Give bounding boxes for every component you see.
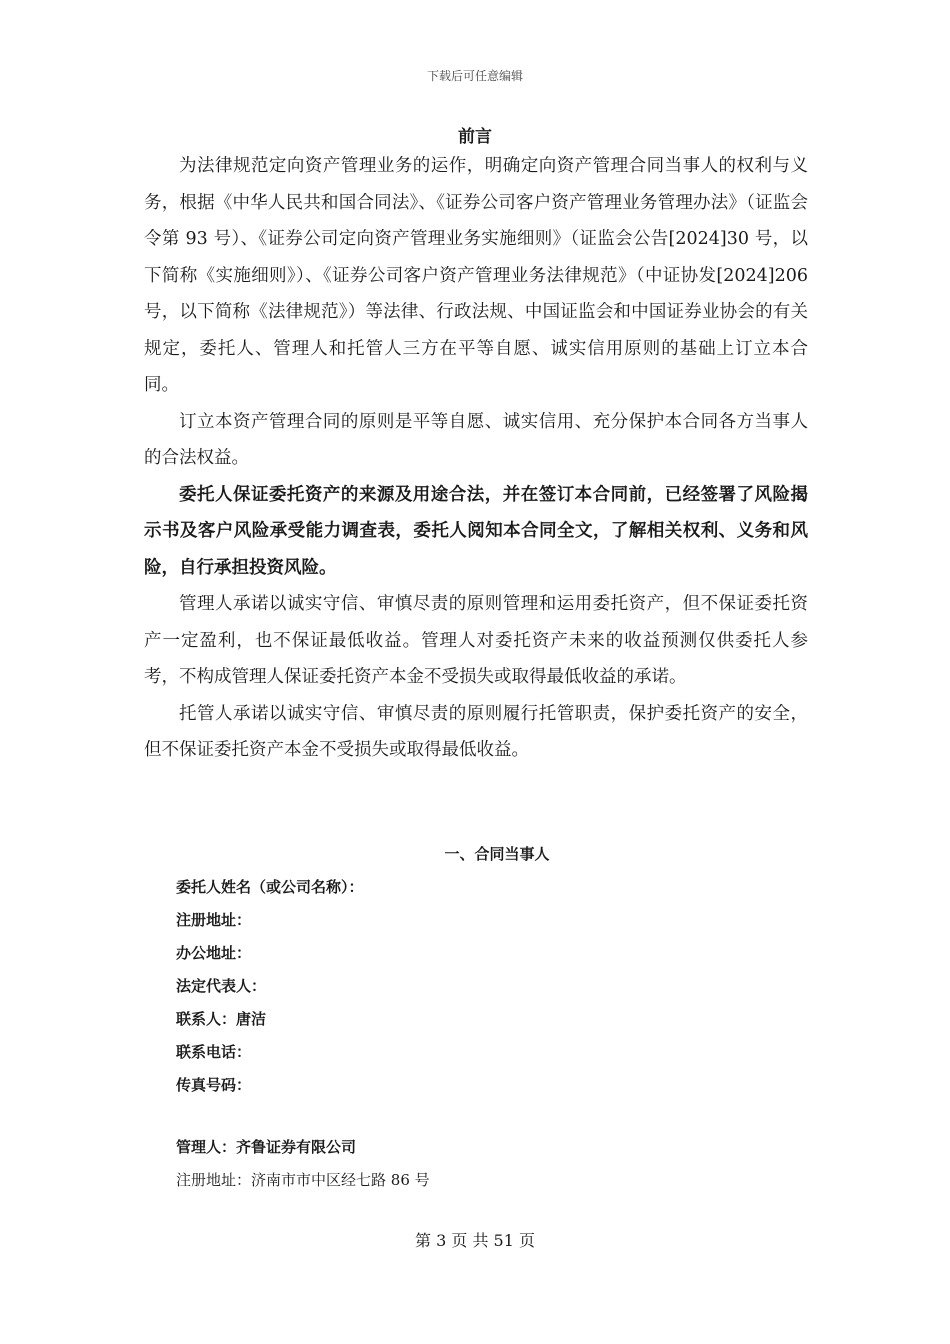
page-number-footer: 第 3 页 共 51 页 bbox=[415, 1231, 535, 1250]
client-info-block bbox=[176, 871, 776, 1102]
client-fax-field: 传真号码： bbox=[176, 1076, 252, 1094]
preface-paragraph: 管理人承诺以诚实守信、审慎尽责的原则管理和运用委托资产，但不保证委托资产一定盈利，也不保证最低收益。管理人对委托资产未来的收益预测仅供委托人参考，不构成管理人保证委托资产本金不受损失或取得最低收益的承诺。 bbox=[144, 594, 808, 687]
preface-body bbox=[144, 148, 808, 769]
client-legal-representative-field: 法定代表人： bbox=[176, 977, 267, 995]
preface-paragraph: 订立本资产管理合同的原则是平等自愿、诚实信用、充分保护本合同各方当事人的合法权益。 bbox=[144, 411, 808, 468]
manager-name-field: 管理人：齐鲁证券有限公司 bbox=[176, 1138, 357, 1156]
preface-paragraph: 为法律规范定向资产管理业务的运作，明确定向资产管理合同当事人的权利与义务，根据《中华人民共和国合同法》、《证券公司客户资产管理业务管理办法》（证监会令第 93 号）、《证券公司定向资产管理业务实施细则》（证监会公告[2024]30 号，以下简称《实施细则》）、《证券公司客户资产管理业务法律规范》（中证协发[2024]206 号，以下简称《法律规范》）等法律、行政法规、中国证监会和中国证券业协会的有关规定，委托人、管理人和托管人三方在平等自愿、诚实信用原则的基础上订立本合同。 bbox=[144, 156, 808, 395]
client-registered-address-field: 注册地址： bbox=[176, 911, 252, 929]
preface-paragraph-bold: 委托人保证委托资产的来源及用途合法，并在签订本合同前，已经签署了风险揭示书及客户风险承受能力调查表，委托人阅知本合同全文，了解相关权利、义务和风险，自行承担投资风险。 bbox=[144, 484, 808, 578]
page-header-note: 下载后可任意编辑 bbox=[426, 69, 523, 83]
client-name-field: 委托人姓名（或公司名称）： bbox=[176, 878, 364, 896]
preface-paragraph: 托管人承诺以诚实守信、审慎尽责的原则履行托管职责，保护委托资产的安全，但不保证委托资产本金不受损失或取得最低收益。 bbox=[144, 703, 808, 760]
preface-title: 前言 bbox=[458, 127, 492, 147]
section-title-parties: 一、合同当事人 bbox=[444, 845, 550, 863]
client-contact-person-field: 联系人：唐洁 bbox=[176, 1010, 267, 1028]
client-office-address-field: 办公地址： bbox=[176, 944, 252, 962]
manager-registered-address-field: 注册地址：济南市市中区经七路 86 号 bbox=[176, 1171, 430, 1189]
manager-info-block bbox=[176, 1131, 776, 1197]
client-phone-field: 联系电话： bbox=[176, 1043, 252, 1061]
